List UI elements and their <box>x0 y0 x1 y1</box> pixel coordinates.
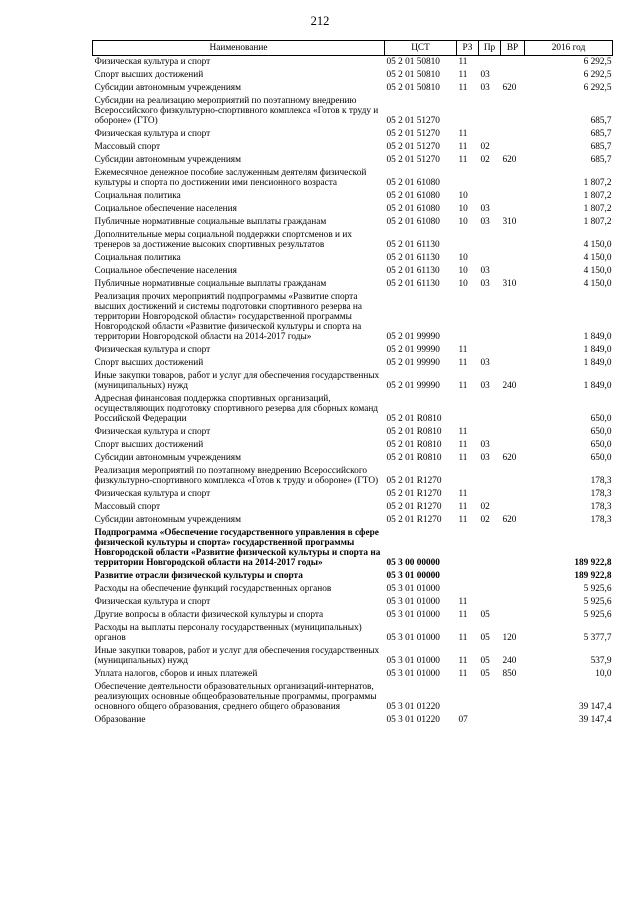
budget-table <box>92 40 613 727</box>
cell-cst: 05 2 01 51270 <box>386 129 440 139</box>
cell-rz: 10 <box>458 253 468 263</box>
cell-rz: 11 <box>458 129 468 139</box>
header-pr: Пр <box>479 41 501 56</box>
cell-pr <box>479 291 501 344</box>
cell-rz: 11 <box>458 502 468 512</box>
cell-name: Публичные нормативные социальные выплаты гражданам <box>94 217 327 227</box>
cell-name: Социальная политика <box>94 191 181 201</box>
cell-rz: 10 <box>458 217 468 227</box>
table-row <box>93 527 613 570</box>
cell-cst: 05 2 01 R0810 <box>386 427 442 437</box>
cell-cst: 05 2 01 50810 <box>386 57 440 67</box>
cell-sum: 6 292,5 <box>583 57 612 67</box>
cell-cst: 05 2 01 51270 <box>386 116 440 126</box>
cell-sum: 1 849,0 <box>583 358 612 368</box>
cell-name: Образование <box>94 715 146 725</box>
table-row <box>93 668 613 681</box>
cell-cst: 05 3 01 01220 <box>386 715 440 725</box>
cell-vr <box>501 56 525 70</box>
table-row <box>93 357 613 370</box>
cell-sum: 10,0 <box>595 669 612 679</box>
cell-vr <box>501 357 525 370</box>
cell-pr <box>479 570 501 583</box>
cell-sum: 4 150,0 <box>583 240 612 250</box>
cell-sum: 189 922,8 <box>574 571 612 581</box>
cell-rz: 11 <box>458 656 468 666</box>
cell-cst: 05 3 01 01000 <box>386 597 440 607</box>
cell-name: Адресная финансовая поддержка спортивных организаций, осуществляющих подготовку спортивного резерва для сборных команд Российской Федерации <box>94 394 379 424</box>
cell-vr <box>501 714 525 727</box>
cell-cst: 05 3 01 01000 <box>386 610 440 620</box>
cell-cst: 05 2 01 R0810 <box>386 453 442 463</box>
cell-cst: 05 2 01 61080 <box>386 191 440 201</box>
cell-rz: 11 <box>458 83 468 93</box>
cell-name: Ежемесячное денежное пособие заслуженным деятелям физической культуры и спорта по достижении ими пенсионного возраста <box>94 168 367 188</box>
cell-pr: 02 <box>480 155 490 165</box>
cell-name: Социальное обеспечение населения <box>94 204 237 214</box>
cell-sum: 1 807,2 <box>583 204 612 214</box>
cell-vr <box>501 527 525 570</box>
cell-pr: 03 <box>480 83 490 93</box>
cell-rz: 11 <box>458 669 468 679</box>
cell-cst: 05 2 01 R0810 <box>386 414 442 424</box>
cell-pr <box>479 426 501 439</box>
cell-sum: 178,3 <box>590 489 612 499</box>
cell-cst: 05 2 01 R1270 <box>386 502 442 512</box>
cell-sum: 6 292,5 <box>583 83 612 93</box>
cell-cst: 05 2 01 61130 <box>386 266 440 276</box>
cell-pr: 03 <box>480 358 490 368</box>
cell-vr <box>501 609 525 622</box>
cell-name: Социальное обеспечение населения <box>94 266 237 276</box>
cell-vr: 310 <box>502 217 517 227</box>
cell-rz: 11 <box>458 515 468 525</box>
cell-sum: 650,0 <box>590 427 612 437</box>
cell-cst: 05 3 00 00000 <box>386 558 440 568</box>
cell-cst: 05 2 01 61130 <box>386 253 440 263</box>
cell-cst: 05 3 01 01000 <box>386 584 440 594</box>
table-row <box>93 501 613 514</box>
table-header <box>93 41 613 56</box>
cell-vr <box>501 95 525 128</box>
cell-sum: 5 925,6 <box>583 597 612 607</box>
cell-cst: 05 3 01 01220 <box>386 702 440 712</box>
cell-vr: 620 <box>502 515 517 525</box>
cell-rz: 11 <box>458 597 468 607</box>
cell-cst: 05 2 01 51270 <box>386 142 440 152</box>
table-row <box>93 56 613 70</box>
cell-cst: 05 3 01 01000 <box>386 633 440 643</box>
cell-pr: 03 <box>480 279 490 289</box>
cell-sum: 1 849,0 <box>583 381 612 391</box>
cell-name: Развитие отрасли физической культуры и спорта <box>94 571 303 581</box>
cell-name: Социальная политика <box>94 253 181 263</box>
cell-rz <box>457 167 479 190</box>
cell-sum: 39 147,4 <box>578 715 612 725</box>
cell-sum: 178,3 <box>590 502 612 512</box>
cell-pr: 02 <box>480 502 490 512</box>
table-row <box>93 95 613 128</box>
cell-sum: 1 807,2 <box>583 217 612 227</box>
table-row <box>93 265 613 278</box>
header-vr: ВР <box>501 41 525 56</box>
cell-cst: 05 3 01 00000 <box>386 571 440 581</box>
cell-name: Физическая культура и спорт <box>94 129 211 139</box>
cell-rz: 11 <box>458 427 468 437</box>
cell-name: Обеспечение деятельности образовательных организаций-интернатов, реализующих основные общеобразовательные программы, программы основного общего образования, среднего общего образования <box>94 682 377 712</box>
cell-cst: 05 2 01 99990 <box>386 381 440 391</box>
cell-rz <box>457 681 479 714</box>
cell-sum: 4 150,0 <box>583 253 612 263</box>
cell-rz: 11 <box>458 610 468 620</box>
cell-pr <box>479 95 501 128</box>
cell-cst: 05 2 01 61130 <box>386 279 440 289</box>
cell-rz: 11 <box>458 453 468 463</box>
cell-name: Реализация прочих мероприятий подпрограммы «Развитие спорта высших достижений и системы подготовки спортивного резерва на территории Новгородской области» государственной программы Новгородской области «Развитие физической культуры и спорта на территории Новгородской области на 2014-2017 годы» <box>94 292 363 342</box>
cell-sum: 650,0 <box>590 414 612 424</box>
cell-pr <box>479 128 501 141</box>
cell-sum: 4 150,0 <box>583 279 612 289</box>
cell-rz: 11 <box>458 155 468 165</box>
cell-rz: 11 <box>458 489 468 499</box>
table-row <box>93 167 613 190</box>
cell-pr: 05 <box>480 669 490 679</box>
cell-vr <box>501 439 525 452</box>
cell-pr: 03 <box>480 266 490 276</box>
table-row <box>93 128 613 141</box>
cell-name: Реализация мероприятий по поэтапному внедрению Всероссийского физкультурно-спортивного комплекса «Готов к труду и обороне» (ГТО) <box>94 466 379 486</box>
cell-vr: 240 <box>502 656 517 666</box>
table-row <box>93 393 613 426</box>
cell-sum: 178,3 <box>590 515 612 525</box>
cell-pr <box>479 229 501 252</box>
cell-cst: 05 2 01 51270 <box>386 155 440 165</box>
table-row <box>93 82 613 95</box>
header-rz: РЗ <box>457 41 479 56</box>
cell-sum: 39 147,4 <box>578 702 612 712</box>
cell-pr <box>479 393 501 426</box>
cell-vr <box>501 393 525 426</box>
cell-sum: 650,0 <box>590 440 612 450</box>
table-row <box>93 622 613 645</box>
cell-sum: 6 292,5 <box>583 70 612 80</box>
cell-vr: 850 <box>502 669 517 679</box>
cell-rz <box>457 527 479 570</box>
cell-vr <box>501 291 525 344</box>
table-row <box>93 596 613 609</box>
cell-rz: 11 <box>458 142 468 152</box>
cell-vr <box>501 190 525 203</box>
cell-rz: 07 <box>458 715 468 725</box>
table-row <box>93 291 613 344</box>
table-row <box>93 583 613 596</box>
cell-cst: 05 2 01 50810 <box>386 70 440 80</box>
cell-vr: 240 <box>502 381 517 391</box>
cell-name: Массовый спорт <box>94 502 161 512</box>
cell-pr: 03 <box>480 217 490 227</box>
cell-cst: 05 2 01 R1270 <box>386 489 442 499</box>
cell-pr <box>479 167 501 190</box>
table-row <box>93 370 613 393</box>
cell-cst: 05 2 01 61130 <box>386 240 440 250</box>
cell-vr <box>501 265 525 278</box>
cell-cst: 05 2 01 50810 <box>386 83 440 93</box>
cell-vr: 620 <box>502 155 517 165</box>
table-row <box>93 465 613 488</box>
table-row <box>93 216 613 229</box>
cell-pr <box>479 252 501 265</box>
cell-name: Физическая культура и спорт <box>94 345 211 355</box>
cell-vr <box>501 167 525 190</box>
cell-cst: 05 2 01 99990 <box>386 332 440 342</box>
cell-cst: 05 2 01 99990 <box>386 358 440 368</box>
cell-rz: 10 <box>458 204 468 214</box>
cell-cst: 05 2 01 R0810 <box>386 440 442 450</box>
header-cst: ЦСТ <box>385 41 457 56</box>
cell-name: Физическая культура и спорт <box>94 597 211 607</box>
cell-name: Субсидии автономным учреждениям <box>94 155 241 165</box>
cell-rz <box>457 95 479 128</box>
table-row <box>93 488 613 501</box>
cell-pr <box>479 344 501 357</box>
cell-rz <box>457 393 479 426</box>
cell-vr: 120 <box>502 633 517 643</box>
cell-rz <box>457 465 479 488</box>
cell-rz: 10 <box>458 266 468 276</box>
table-row <box>93 645 613 668</box>
cell-sum: 685,7 <box>590 142 612 152</box>
table-row <box>93 190 613 203</box>
cell-rz <box>457 570 479 583</box>
cell-rz: 10 <box>458 191 468 201</box>
cell-pr: 05 <box>480 656 490 666</box>
cell-pr: 02 <box>480 142 490 152</box>
cell-vr <box>501 141 525 154</box>
header-sum: 2016 год <box>525 41 613 56</box>
table-row <box>93 154 613 167</box>
cell-cst: 05 2 01 61080 <box>386 178 440 188</box>
cell-rz: 11 <box>458 57 468 67</box>
cell-name: Массовый спорт <box>94 142 161 152</box>
cell-sum: 5 377,7 <box>583 633 612 643</box>
cell-pr: 03 <box>480 453 490 463</box>
cell-name: Субсидии на реализацию мероприятий по поэтапному внедрению Всероссийского физкультурно-спортивного комплекса «Готов к труду и обороне» (ГТО) <box>94 96 379 126</box>
cell-vr <box>501 426 525 439</box>
cell-pr: 03 <box>480 381 490 391</box>
cell-name: Субсидии автономным учреждениям <box>94 515 241 525</box>
cell-vr: 620 <box>502 453 517 463</box>
cell-sum: 1 807,2 <box>583 178 612 188</box>
cell-rz: 11 <box>458 381 468 391</box>
table-row <box>93 69 613 82</box>
table-row <box>93 229 613 252</box>
table-row <box>93 141 613 154</box>
cell-sum: 5 925,6 <box>583 584 612 594</box>
cell-vr <box>501 465 525 488</box>
cell-pr: 03 <box>480 204 490 214</box>
cell-name: Иные закупки товаров, работ и услуг для обеспечения государственных (муниципальных) нужд <box>94 646 380 666</box>
cell-sum: 685,7 <box>590 129 612 139</box>
cell-sum: 5 925,6 <box>583 610 612 620</box>
cell-cst: 05 2 01 61080 <box>386 217 440 227</box>
cell-sum: 650,0 <box>590 453 612 463</box>
cell-pr <box>479 190 501 203</box>
cell-rz: 11 <box>458 358 468 368</box>
cell-pr <box>479 527 501 570</box>
cell-vr: 310 <box>502 279 517 289</box>
cell-vr <box>501 681 525 714</box>
cell-vr <box>501 128 525 141</box>
table-row <box>93 203 613 216</box>
cell-name: Иные закупки товаров, работ и услуг для обеспечения государственных (муниципальных) нужд <box>94 371 380 391</box>
cell-name: Субсидии автономным учреждениям <box>94 453 241 463</box>
cell-pr: 05 <box>480 633 490 643</box>
cell-vr <box>501 252 525 265</box>
cell-name: Подпрограмма «Обеспечение государственного управления в сфере физической культуры и спорта» государственной программы Новгородской области «Развитие физической культуры и спорта на территории Новгородской области на 2014-2017 годы» <box>94 528 381 568</box>
cell-sum: 1 849,0 <box>583 345 612 355</box>
cell-vr <box>501 344 525 357</box>
cell-name: Физическая культура и спорт <box>94 489 211 499</box>
cell-sum: 178,3 <box>590 476 612 486</box>
cell-vr <box>501 596 525 609</box>
table-row <box>93 278 613 291</box>
cell-rz: 10 <box>458 279 468 289</box>
cell-cst: 05 2 01 99990 <box>386 345 440 355</box>
cell-name: Уплата налогов, сборов и иных платежей <box>94 669 258 679</box>
table-row <box>93 609 613 622</box>
cell-cst: 05 2 01 61080 <box>386 204 440 214</box>
cell-rz: 11 <box>458 70 468 80</box>
table-row <box>93 426 613 439</box>
cell-name: Спорт высших достижений <box>94 440 204 450</box>
table-row <box>93 344 613 357</box>
table-row <box>93 439 613 452</box>
cell-rz <box>457 291 479 344</box>
cell-name: Расходы на выплаты персоналу государственных (муниципальных) органов <box>94 623 362 643</box>
cell-sum: 4 150,0 <box>583 266 612 276</box>
cell-pr <box>479 681 501 714</box>
cell-pr <box>479 465 501 488</box>
table-body <box>93 56 613 728</box>
cell-cst: 05 2 01 R1270 <box>386 476 442 486</box>
table-row <box>93 252 613 265</box>
cell-pr <box>479 714 501 727</box>
cell-vr <box>501 229 525 252</box>
cell-cst: 05 3 01 01000 <box>386 669 440 679</box>
cell-rz: 11 <box>458 345 468 355</box>
cell-name: Физическая культура и спорт <box>94 57 211 67</box>
cell-vr <box>501 203 525 216</box>
cell-name: Дополнительные меры социальной поддержки спортсменов и их тренеров за достижение высоких спортивных результатов <box>94 230 352 250</box>
cell-vr <box>501 69 525 82</box>
cell-pr: 05 <box>480 610 490 620</box>
table-row <box>93 714 613 727</box>
cell-vr: 620 <box>502 83 517 93</box>
table-row <box>93 570 613 583</box>
cell-pr <box>479 56 501 70</box>
cell-sum: 1 849,0 <box>583 332 612 342</box>
cell-name: Спорт высших достижений <box>94 70 204 80</box>
table-row <box>93 514 613 527</box>
cell-sum: 537,9 <box>590 656 612 666</box>
cell-vr <box>501 583 525 596</box>
cell-pr <box>479 488 501 501</box>
header-name: Наименование <box>93 41 385 56</box>
cell-vr <box>501 488 525 501</box>
cell-pr <box>479 583 501 596</box>
cell-pr: 02 <box>480 515 490 525</box>
cell-sum: 685,7 <box>590 155 612 165</box>
cell-rz <box>457 229 479 252</box>
cell-rz: 11 <box>458 440 468 450</box>
table-row <box>93 452 613 465</box>
cell-sum: 685,7 <box>590 116 612 126</box>
cell-pr: 03 <box>480 70 490 80</box>
cell-vr <box>501 570 525 583</box>
cell-name: Субсидии автономным учреждениям <box>94 83 241 93</box>
cell-name: Другие вопросы в области физической культуры и спорта <box>94 610 324 620</box>
cell-name: Спорт высших достижений <box>94 358 204 368</box>
cell-name: Публичные нормативные социальные выплаты гражданам <box>94 279 327 289</box>
cell-sum: 189 922,8 <box>574 558 612 568</box>
cell-rz <box>457 583 479 596</box>
cell-cst: 05 3 01 01000 <box>386 656 440 666</box>
cell-name: Физическая культура и спорт <box>94 427 211 437</box>
cell-vr <box>501 501 525 514</box>
cell-sum: 1 807,2 <box>583 191 612 201</box>
table-row <box>93 681 613 714</box>
cell-rz: 11 <box>458 633 468 643</box>
cell-cst: 05 2 01 R1270 <box>386 515 442 525</box>
page-number: 212 <box>310 14 330 28</box>
cell-pr: 03 <box>480 440 490 450</box>
cell-name: Расходы на обеспечение функций государственных органов <box>94 584 332 594</box>
cell-pr <box>479 596 501 609</box>
